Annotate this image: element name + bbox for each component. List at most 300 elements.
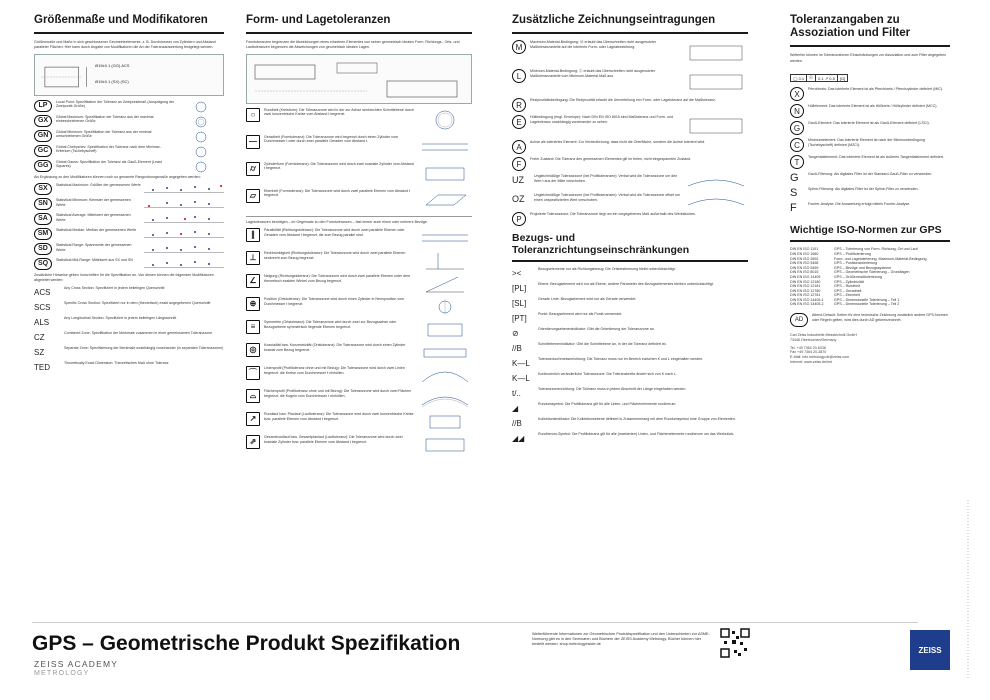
association-symbol: N <box>790 104 804 118</box>
association-list <box>790 87 950 214</box>
lage-diagram <box>418 366 472 386</box>
form-symbol: ○ <box>246 108 260 122</box>
lage-intro: Lagetoleranzen benötigen – im Gegensatz zu den Formtoleranzen – fast immer auch einen oder mehrere Bezüge. <box>246 216 472 225</box>
diagram-graphic <box>418 389 472 409</box>
list-item <box>246 189 472 213</box>
norm-text: GPS – Profiltolerierung <box>834 251 871 256</box>
lage-symbol: ⊕ <box>246 297 260 311</box>
annotation-symbol: L <box>512 69 526 83</box>
modifier-diagram <box>178 145 224 157</box>
norm-id: DIN EN ISO 2692 <box>790 256 819 261</box>
contact-line: Carl Zeiss Industrielle Messtechnik GmbH <box>790 333 857 338</box>
diagram-graphic <box>684 115 748 137</box>
list-item <box>34 286 224 298</box>
extra-text: Any Cross Section: Spezifiziert in jedem beliebigen Querschnitt <box>64 286 165 291</box>
restriction-symbol: ⊘ <box>512 327 534 339</box>
section-intro: Weiterhin können im Toleranzrahmen Einschränkungen zur Assoziation und zum Filter angegeben werden. <box>790 53 947 63</box>
list-item <box>34 316 224 328</box>
assoc-list <box>34 100 224 172</box>
rank-dots <box>144 183 224 193</box>
list-item <box>512 342 748 354</box>
association-symbol: G <box>790 121 804 135</box>
filter-symbol: S <box>790 187 804 199</box>
restriction-text: Punkt: Bezugselement wird nur als Punkt verwendet. <box>538 312 623 317</box>
list-item <box>246 389 472 409</box>
norm-id: DIN EN ISO 5458 <box>790 261 819 266</box>
section-title: Zusätzliche Zeichnungseintragungen <box>512 14 748 34</box>
extra-symbol: TED <box>34 361 60 373</box>
restriction-text: Toleranzdurchmesserrichtung: Die Toleranz muss nur im Bereich zwischen K und L eingehalten werden. <box>538 357 704 362</box>
academy-label: ZEISS ACADEMY <box>34 659 119 669</box>
column-annotations <box>512 14 748 447</box>
association-text: Pferchkreis: Das tolerierte Element ist als Pferchkreis / Pferchzylinder definiert (MIC). <box>808 87 944 92</box>
annotation-symbol: E <box>512 115 526 129</box>
frame-cell: [G] <box>839 75 846 81</box>
qr-code-icon <box>720 628 750 658</box>
annotation-symbol: F <box>512 157 526 171</box>
lage-symbol: ≡ <box>246 320 260 334</box>
lage-diagram <box>418 435 472 455</box>
list-item <box>34 130 224 142</box>
restriction-text: Rundumsymbol: Die Profiltoleranz gilt für alle Linien- und Flächenelemente rundherum. <box>538 402 677 407</box>
norm-id: DIN EN ISO 12781 <box>790 293 821 298</box>
filter-symbol: G <box>790 172 804 184</box>
annotation-list <box>512 40 748 226</box>
norm-text: GPS – Größenmaßtolerierung <box>834 274 882 279</box>
extra-symbol: ACS <box>34 286 60 298</box>
extra-text: Separate Zone: Spezifizierung der Merkmale unabhängig voneinander (in separaten Toleranzzonen) <box>64 346 224 351</box>
list-item <box>512 267 748 279</box>
norms-title: Wichtige ISO-Normen zur GPS <box>790 224 950 242</box>
list-item <box>34 198 224 210</box>
contact-line: Internet: www.zeiss.de/imt <box>790 360 832 365</box>
diagram-graphic <box>418 366 472 386</box>
modifier-symbol: GN <box>34 130 52 142</box>
list-item <box>34 160 224 172</box>
restriction-text: Kontinuierlich veränderliche Toleranzzone: Die Toleranzbreite ändert sich von K nach L. <box>538 372 677 377</box>
form-symbol: — <box>246 135 260 149</box>
section-intro: Formtoleranzen begrenzen die Abweichungen eines einzelnen Elementes von seiner geometrisch idealen Form. Richtungs-, Orts- und Lauftoleranzen begrenzen die Abweichungen von geometrisch idealen Lagen. <box>246 40 460 50</box>
lage-symbol: ⊥ <box>246 251 260 265</box>
list-item <box>246 435 472 455</box>
lage-symbol: ∥ <box>246 228 260 242</box>
annotation-symbol: A <box>512 140 526 154</box>
annotation-text: Achse als toleriertes Element: Zur Verdeutlichung, dass nicht die Oberfläche, sondern die Achse tolerient wird. <box>530 140 706 145</box>
rank-symbol: SX <box>34 183 52 195</box>
list-item <box>790 187 950 199</box>
norm-id: DIN EN ISO 12181 <box>790 284 821 289</box>
annotation-symbol: M <box>512 40 526 54</box>
diagram-graphic <box>418 228 472 248</box>
contact-line: E-Mail: info.metrology.de@zeiss.com <box>790 355 850 360</box>
list-item <box>246 343 472 363</box>
modifier-text: Local Point: Spezifikation der Toleranz an Zweipunktmaß (Ausprägung der Zweipunkt-Größe) <box>56 99 175 109</box>
diagram-graphic <box>178 101 224 113</box>
form-diagram <box>418 189 472 213</box>
frame-cell: 0.1 ↗ 0.5 <box>816 75 838 81</box>
annotation-diagram <box>684 174 748 190</box>
lage-list <box>246 228 472 455</box>
extra-symbol: SZ <box>34 346 60 358</box>
annotation-text: Ungleichmäßige Toleranzzone (bei Profiltoleranzen): Verbal wird die Toleranzzone um den Wert t aus der Mitte verschoben. <box>534 174 678 184</box>
rank-intro: Als Ergänzung zu den Modifikatoren können noch so genannte Rangordnungsmaße angegeben werden: <box>34 174 201 179</box>
list-item <box>790 87 950 101</box>
list-item <box>790 138 950 152</box>
list-item <box>34 243 224 255</box>
rank-symbol: SA <box>34 213 52 225</box>
frame-cell: ◯ 0.1 <box>791 75 807 81</box>
list-item <box>512 387 748 399</box>
norm-id: DIN EN ISO 14405-1 <box>790 297 824 302</box>
modifier-symbol: GG <box>34 160 52 172</box>
lage-diagram <box>418 251 472 271</box>
list-item <box>34 361 224 373</box>
diagram-graphic <box>418 343 472 363</box>
restriction-symbol: t/.. <box>512 387 534 399</box>
diagram-graphic <box>418 435 472 455</box>
extra-symbol: CZ <box>34 331 60 343</box>
list-item <box>246 162 472 186</box>
list-item <box>34 115 224 127</box>
lage-text: Koaxialität bzw. Konzentrizität (Ortstoleranz): Die Toleranzzone wird durch einen Zylinder koaxial zum Bezug begrenzt. <box>264 342 406 352</box>
modifier-symbol: LP <box>34 100 52 112</box>
list-item <box>512 174 748 190</box>
rank-dots <box>144 228 224 238</box>
diagram-graphic <box>684 40 748 66</box>
restriction-text: Schnittebenenindikator: Gibt die Schnittebene an, in der die Toleranz definiert ist. <box>538 342 667 347</box>
form-diagram <box>418 135 472 159</box>
norm-text: GPS – Ebenheit <box>834 293 860 298</box>
list-item <box>246 228 472 248</box>
column-form-position <box>246 14 472 458</box>
rank-text: Statistical Mid-Range: Mittelwert aus SX und SN <box>56 257 133 262</box>
list-item <box>512 69 748 95</box>
extra-list <box>34 286 224 373</box>
rank-text: Statistical Minimum: Kleinster der gemessenen Werte <box>56 197 131 207</box>
lage-text: Linienprofil (Profiltoleranz ohne und mit Bezug): Die Toleranzzone wird durch zwei Linien begrenzt, die Kreise vom Durchmesser t einhüllen. <box>264 365 405 375</box>
lage-diagram <box>418 412 472 432</box>
norm-row <box>790 302 950 307</box>
form-symbol: ⌭ <box>246 162 260 176</box>
lage-text: Position (Ortstoleranz): Die Toleranzzone wird durch einen Zylinder in Nennposition vom Durchmesser t begrenzt. <box>264 296 405 306</box>
norm-text: GPS – Rundheit <box>834 284 860 289</box>
extra-symbol: SCS <box>34 301 60 313</box>
form-diagram <box>418 162 472 186</box>
list-item <box>34 331 224 343</box>
extra-text: Combined Zone: Spezifikation der Merkmale zusammen in einer gemeinsamen Toleranzzone <box>64 331 213 336</box>
restriction-text: Kollektionsindikator: Die Kollektionsebene definiert in Zusammenhang mit dem Rundumsymbol eine Gruppe von Elementen. <box>538 417 736 422</box>
list-item <box>512 417 748 429</box>
annotation-diagram <box>684 69 748 95</box>
norm-id: DIN EN ISO 8015 <box>790 270 819 275</box>
modifier-text: Global Minimum: Spezifikation der Toleranz aus der minimal umschriebenen Größe <box>56 129 152 139</box>
section-title: Form- und Lagetoleranzen <box>246 14 472 34</box>
association-text: Gauß-Element: Das tolerierte Element ist als Gauß-Element definiert (LSCI). <box>808 121 930 126</box>
ad-symbol: AD <box>790 313 808 327</box>
ad-text: Attend Default: Sofern für eine technische Zeichnung zusätzlich andere GPS-Normen oder Regeln gelten, wird dies durch AD gekennzeichnet. <box>812 313 948 322</box>
list-item <box>246 297 472 317</box>
annotation-symbol: R <box>512 98 526 112</box>
tolerance-frame <box>790 74 848 82</box>
restriction-text: Bezugselemente nur als Richtungsbezug: Die Ortsbestimmung bleibt unberücksichtigt. <box>538 267 676 272</box>
restriction-symbol: ◢ <box>512 402 534 414</box>
diagram-graphic <box>684 193 748 209</box>
list-item <box>34 301 224 313</box>
lage-diagram <box>418 320 472 340</box>
filter-text: Fourier-Analyse: Die Auswertung erfolgt mittels Fourier-Analyse. <box>808 202 911 207</box>
annotation-text: Maximum-Material-Bedingung: Ⓜ erlaubt das Überschreiten nicht ausgenutzter Maßtoleranzanteile auf die tolerierte Form- oder Lageabweichung. <box>530 40 657 50</box>
lage-symbol: ◎ <box>246 343 260 357</box>
lage-diagram <box>418 297 472 317</box>
metrology-label: METROLOGY <box>34 670 90 677</box>
rank-list <box>34 183 224 270</box>
modifier-text: Global Maximum: Spezifikation der Toleranz aus der maximal einbeschriebenen Größe <box>56 114 154 124</box>
association-text: Hüllelement: Das tolerierte Element ist als Hüllkreis / Hüllzylinder definiert (MCC). <box>808 104 938 109</box>
annotation-symbol: UZ <box>512 174 530 186</box>
size-label-1: Ø15±0.1 (GG) ACS <box>95 62 130 68</box>
size-drawing <box>34 54 224 96</box>
lage-text: Gesamtrundlauf bzw. Gesamtplanlauf (Lauftoleranz): Die Toleranzzone wird durch zwei koaxiale Zylinder bzw. parallele Ebenen vom Abstand t begrenzt. <box>264 434 403 444</box>
norm-text: GPS – Bezüge und Bezugssysteme <box>834 265 892 270</box>
norm-id: DIN EN ISO 14405 <box>790 274 821 279</box>
list-item <box>512 115 748 137</box>
rank-symbol: SN <box>34 198 52 210</box>
side-imprint <box>966 500 970 680</box>
list-item <box>34 346 224 358</box>
form-drawing <box>246 54 472 104</box>
form-list <box>246 108 472 213</box>
restriction-symbol: //B <box>512 342 534 354</box>
list-item <box>790 155 950 169</box>
norm-id: DIN EN ISO 12780 <box>790 288 821 293</box>
norm-text: GPS – Positionstolerierung <box>834 261 878 266</box>
list-item <box>790 121 950 135</box>
diagram-graphic <box>418 320 472 340</box>
lage-symbol: ⌓ <box>246 389 260 403</box>
list-item <box>512 157 748 171</box>
column-size-modifiers <box>34 14 224 376</box>
contact-line: Tel. +49 7364 20-6336 <box>790 345 826 350</box>
annotation-diagram <box>684 115 748 137</box>
list-item <box>512 312 748 324</box>
lage-text: Symmetrie (Ortstoleranz): Die Toleranzzone wird durch zwei zur Bezugsachse oder Bezugsebene symmetrisch liegende Ebenen begrenzt. <box>264 319 397 329</box>
form-drawing-graphic <box>247 55 473 105</box>
modifier-diagram <box>178 160 224 172</box>
association-symbol: T <box>790 155 804 169</box>
diagram-graphic <box>418 108 472 132</box>
form-symbol: ▱ <box>246 189 260 203</box>
restriction-symbol: [PL] <box>512 282 534 294</box>
rank-symbol: SD <box>34 243 52 255</box>
list-item <box>512 402 748 414</box>
rank-symbol: SQ <box>34 258 52 270</box>
list-item <box>512 357 748 369</box>
annotation-text: Freier Zustand: Die Toleranz des gemessenen Elementes gilt im freien, nicht eingespannten Zustand. <box>530 157 692 162</box>
list-item <box>512 193 748 209</box>
list-item <box>34 100 224 112</box>
filter-text: Gauß-Filterung: Als digitales Filter ist der Standard-Gauß-Filter zu verwenden. <box>808 172 933 177</box>
norm-text: GPS – Tolerierung von Form, Richtung, Ort und Lauf <box>834 247 918 252</box>
association-text: Tangentialelement: Das tolerierte Element ist als äußeres Tangentialelement definiert. <box>808 155 944 160</box>
annotation-text: Hüllbedingung (engl. Envelope): Nach DIN EN ISO 8015 sind Maßtoleranz und Form- und Lagetoleranz unabhängig voneinander zu sehen. <box>530 115 674 125</box>
restriction-symbol: [PT] <box>512 312 534 324</box>
norm-text: GPS – Geometrische Tolerierung – Grundlagen <box>834 270 910 275</box>
annotation-text: Reziprozitätsbedingung: Die Reziprozität erlaubt die Umverteilung von Form- oder Lagetoleranz auf die Maßtoleranz. <box>530 98 716 103</box>
restriction-symbol: K—L <box>512 357 534 369</box>
rank-text: Statistical Median: Median der gemessenen Werte <box>56 227 137 232</box>
diagram-graphic <box>684 69 748 95</box>
diagram-graphic <box>418 251 472 271</box>
form-diagram <box>418 108 472 132</box>
annotation-diagram <box>684 40 748 66</box>
norm-text: GPS – Zylindrizität <box>834 279 864 284</box>
diagram-graphic <box>418 297 472 317</box>
lage-symbol: ∠ <box>246 274 260 288</box>
list-item <box>246 274 472 294</box>
diagram-graphic <box>418 189 472 213</box>
rank-dots <box>144 243 224 253</box>
list-item <box>246 108 472 132</box>
form-text: Geradheit (Formtoleranz): Die Toleranzzone wird begrenzt durch einen Zylinder vom Durchmesser t oder durch zwei parallele Geraden vom Abstand t. <box>264 134 398 144</box>
diagram-graphic <box>418 412 472 432</box>
list-item <box>34 258 224 270</box>
annotation-diagram <box>684 193 748 209</box>
extra-text: Theoretically Exact Dimension: Theoretisches Maß ohne Toleranz <box>64 361 169 366</box>
extra-text: Specific Cross Section: Spezifiziert nur in dem (theoretisch) exakt angegebenen Querschnitt <box>64 301 211 306</box>
form-text: Rundheit (Kreisform): Die Toleranzzone wird in der zur Achse senkrechten Schnittebene durch zwei konzentrische Kreise vom Abstand t begrenzt. <box>264 107 414 117</box>
contact-line: Fax +49 7364 20-3870 <box>790 350 827 355</box>
list-item <box>512 212 748 226</box>
list-item <box>246 320 472 340</box>
lage-text: Flächenprofil (Profiltoleranz ohne und mit Bezug): Die Toleranzzone wird durch zwei Flächen begrenzt, die Kugeln vom Durchmesser t einhüllen. <box>264 388 412 398</box>
rank-dots <box>144 213 224 223</box>
form-text: Zylinderform (Formtoleranz): Die Toleranzzone wird durch zwei koaxiale Zylinder vom Abstand t begrenzt. <box>264 161 414 171</box>
section-title: Toleranzangaben zu Assoziation und Filter <box>790 14 950 47</box>
lage-symbol: ⇗ <box>246 435 260 449</box>
list-item <box>34 145 224 157</box>
annotation-text: Minimum-Material-Bedingung: Ⓛ erlaubt das Überschreiten nicht ausgenutzter Maßtoleranzanteile vom Minimum-Material-Maß aus. <box>530 69 656 79</box>
lage-symbol: ↗ <box>246 412 260 426</box>
diagram-graphic <box>684 174 748 190</box>
section-title: Größenmaße und Modifikatoren <box>34 14 224 34</box>
norm-text: GPS – Dimensionelle Tolerierung – Teil 2 <box>834 302 900 307</box>
lage-diagram <box>418 343 472 363</box>
filter-symbol: F <box>790 202 804 214</box>
diagram-graphic <box>178 146 224 158</box>
restriction-text: Ebene: Bezugselement wird nur als Ebene, andere Parameter des Bezugselementes bleiben unberücksichtigt. <box>538 282 714 287</box>
lage-text: Parallelität (Richtungstoleranz): Die Toleranzzone wird durch zwei parallele Ebenen oder Geraden vom Abstand t begrenzt, die zum Bezug parallel sind. <box>264 227 405 237</box>
section-intro: Größenmaße und Maße in sich geschlossener Geometrieelemente, z. B. Durchmesser von Zylindern und Abstand paralleler Flächen. Hier kann durch Angabe von Modifikatoren die Art der Toleranzauswertung festgelegt werden. <box>34 40 216 50</box>
list-item <box>512 372 748 384</box>
lage-text: Rechtwinkligkeit (Richtungstoleranz): Die Toleranzzone wird durch zwei parallele Ebenen senkrecht zum Bezug begrenzt. <box>264 250 406 260</box>
modifier-text: Global Gauss: Spezifikation der Toleranz als Gauß-Element (Least Squares) <box>56 159 162 169</box>
restriction-list <box>512 267 748 444</box>
frame-cell: Ⓖ <box>807 75 816 81</box>
association-text: Minimumelement: Das tolerierte Element ist nach der Minimumbedingung (Tschebyscheff) definiert (MZCI). <box>808 138 925 148</box>
diagram-graphic <box>178 116 224 128</box>
norm-id: DIN EN ISO 12180 <box>790 279 821 284</box>
list-item <box>512 140 748 154</box>
rank-text: Statistical Range: Spannweite der gemessenen Werte <box>56 242 132 252</box>
restriction-text: Orientierungsebenenindikator: Gibt die Orientierung der Toleranzzone an. <box>538 327 655 332</box>
list-item <box>512 40 748 66</box>
norm-id: DIN EN ISO 5459 <box>790 265 819 270</box>
norm-id: DIN EN ISO 1660 <box>790 251 819 256</box>
list-item <box>512 327 748 339</box>
modifier-diagram <box>178 100 224 112</box>
norm-id: DIN EN ISO 1101 <box>790 247 819 252</box>
restriction-text: Toleranzzonenrichtung: Die Toleranz muss in jedem Abschnitt der Länge eingehalten werden. <box>538 387 687 392</box>
list-item <box>246 135 472 159</box>
rank-text: Statistical Average: Mittelwert der gemessenen Werte <box>56 212 131 222</box>
contact-block <box>790 333 950 365</box>
list-item <box>790 202 950 214</box>
restriction-text: Gerade Linie: Bezugselement wird nur als Gerade verwendet. <box>538 297 637 302</box>
restriction-symbol: //B <box>512 417 534 429</box>
list-item <box>246 251 472 271</box>
list-item <box>246 412 472 432</box>
association-symbol: X <box>790 87 804 101</box>
restriction-symbol: >< <box>512 267 534 279</box>
norm-text: Form- und Lagetolerierung, Maximum-Material-Bedingung <box>834 256 927 261</box>
modifier-diagram <box>178 130 224 142</box>
list-item <box>246 366 472 386</box>
lage-text: Neigung (Richtungstoleranz): Die Toleranzzone wird durch zwei parallele Ebenen unter dem theoretisch exakten Winkel zum Bezug begrenzt. <box>264 273 411 283</box>
contact-line: 73446 Oberkochen/Germany <box>790 337 837 342</box>
diagram-graphic <box>418 274 472 294</box>
modifier-text: Global Chebyshev: Spezifikation der Toleranz nach dem Minimax-Kriterium (Tschebyscheff) <box>56 144 161 154</box>
restriction-symbol: K—L <box>512 372 534 384</box>
list-item <box>34 228 224 240</box>
lage-symbol: ⌒ <box>246 366 260 380</box>
footer-note: Weiterführende Informationen zur Geometrischen Produktspezifikation und den Unterschieden zur ASME-Normung gibt es in den Seminaren und Büchern der ZEISS Academy Metrology. Bücher können hier bestellt werden: shop.metrologyinside.de <box>532 632 710 646</box>
list-item <box>512 98 748 112</box>
extra-intro: Zusätzliche Hinweise geben Vorschriften für die Spezifikation an. Von diesen können die folgenden Modifikatoren abgeleitet werden: <box>34 272 214 283</box>
restriction-symbol: ◢◢ <box>512 432 534 444</box>
modifier-symbol: GX <box>34 115 52 127</box>
zeiss-logo: ZEISS <box>910 630 950 670</box>
diagram-graphic <box>418 135 472 159</box>
lage-diagram <box>418 228 472 248</box>
diagram-graphic <box>178 131 224 143</box>
annotation-symbol: P <box>512 212 526 226</box>
list-item <box>34 183 224 195</box>
rank-dots <box>144 198 224 208</box>
column-association-filter <box>790 14 950 365</box>
footer-divider <box>32 622 918 623</box>
norm-id: DIN EN ISO 14405-2 <box>790 302 824 307</box>
extra-text: Any Longitudinal Section: Spezifiziert in jedem beliebigen Längsschnitt <box>64 316 177 321</box>
rank-symbol: SM <box>34 228 52 240</box>
size-drawing-graphic <box>35 55 223 97</box>
diagram-graphic <box>178 161 224 173</box>
filter-text: Spline-Filterung: Als digitales Filter ist der Spline-Filter zu verwenden. <box>808 187 919 192</box>
association-symbol: C <box>790 138 804 152</box>
list-item <box>512 432 748 444</box>
restriction-text: Rundherum-Symbol: Die Profiltoleranz gilt für alle (markierten) Linien- und Flächenelemente rundherum um das Werkstück. <box>538 432 735 437</box>
annotation-symbol: OZ <box>512 193 530 205</box>
rank-text: Statistical Maximum: Größter der gemessenen Werte <box>56 182 141 187</box>
modifier-symbol: GC <box>34 145 52 157</box>
lage-diagram <box>418 389 472 409</box>
lage-diagram <box>418 274 472 294</box>
lage-text: Rundlauf bzw. Planlauf (Lauftoleranz): Die Toleranzzone wird durch zwei konzentrische Kreise bzw. parallele Ebenen vom Abstand t begrenzt. <box>264 411 414 421</box>
list-item <box>34 213 224 225</box>
rank-dots <box>144 258 224 268</box>
poster-title: GPS – Geometrische Produkt Spezifikation <box>32 632 461 655</box>
ad-item <box>790 313 950 327</box>
norm-text: GPS – Dimensionelle Tolerierung – Teil 1 <box>834 297 900 302</box>
